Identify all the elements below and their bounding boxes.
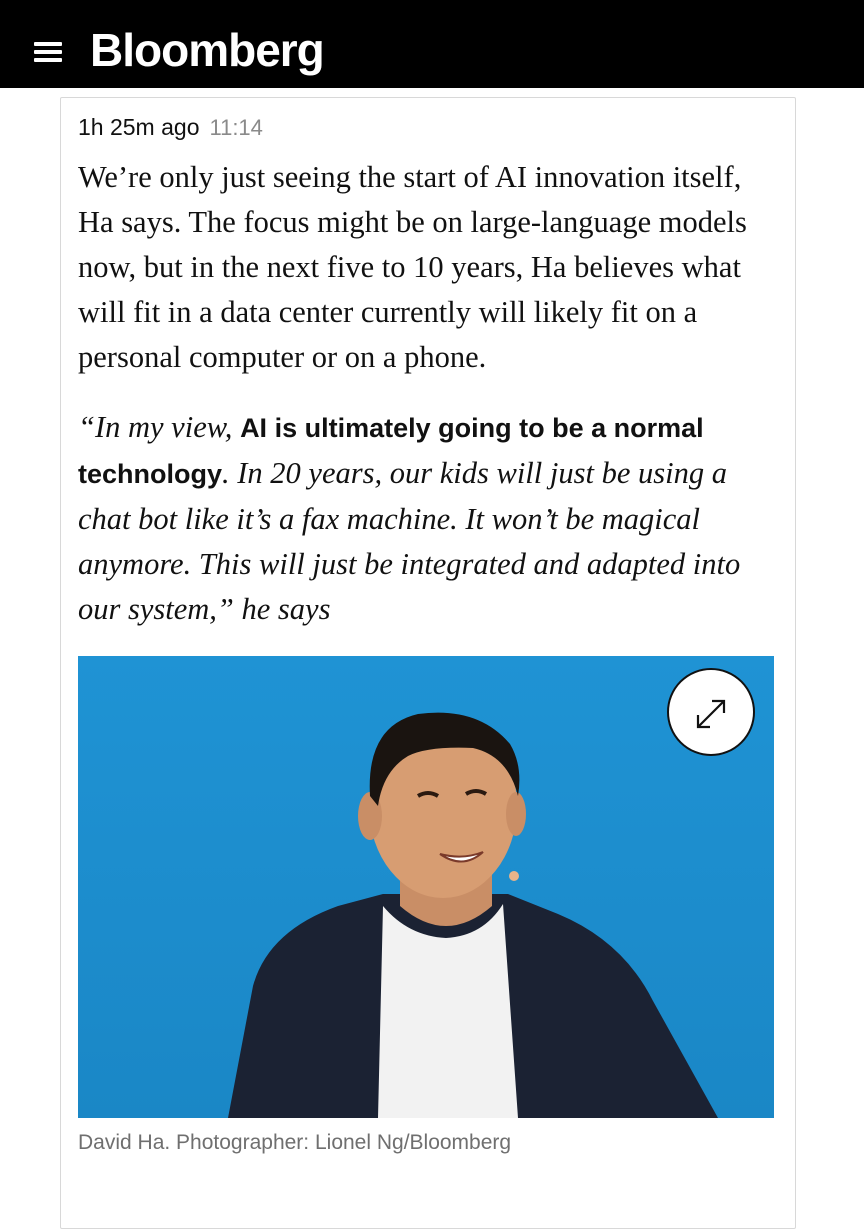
- post-meta: [78, 112, 263, 142]
- expand-arrows-icon: [669, 670, 753, 754]
- photo-caption: David Ha. Photographer: Lionel Ng/Bloomberg: [78, 1131, 512, 1154]
- menu-line: [34, 50, 62, 54]
- bloomberg-logo[interactable]: Bloomberg: [90, 24, 324, 76]
- quote-paragraph: [78, 405, 778, 632]
- quote-intro: “In my view,: [78, 410, 241, 444]
- expand-image-button[interactable]: [667, 668, 755, 756]
- top-navigation-bar: [0, 0, 864, 88]
- menu-line: [34, 42, 62, 46]
- microphone: [509, 871, 519, 881]
- hamburger-menu-icon[interactable]: [34, 40, 64, 64]
- quote-highlight-link[interactable]: AI is ultimately going to be a normal technology: [78, 413, 704, 489]
- relative-time: 1h 25m ago: [78, 114, 200, 140]
- post-paragraph: We’re only just seeing the start of AI innovation itself, Ha says. The focus might be on large-language models now, but in the next five to 10 years, Ha believes what will fit in a data center currently will likely fit on a personal computer or on a phone.: [78, 160, 747, 374]
- menu-line: [34, 58, 62, 62]
- timestamp: 11:14: [209, 115, 263, 140]
- ear: [506, 792, 526, 836]
- quote-rest: . In 20 years, our kids will just be using a chat bot like it’s a fax machine. It won’t be magical anymore. This will just be integrated and adapted into our system,” he says: [78, 456, 741, 626]
